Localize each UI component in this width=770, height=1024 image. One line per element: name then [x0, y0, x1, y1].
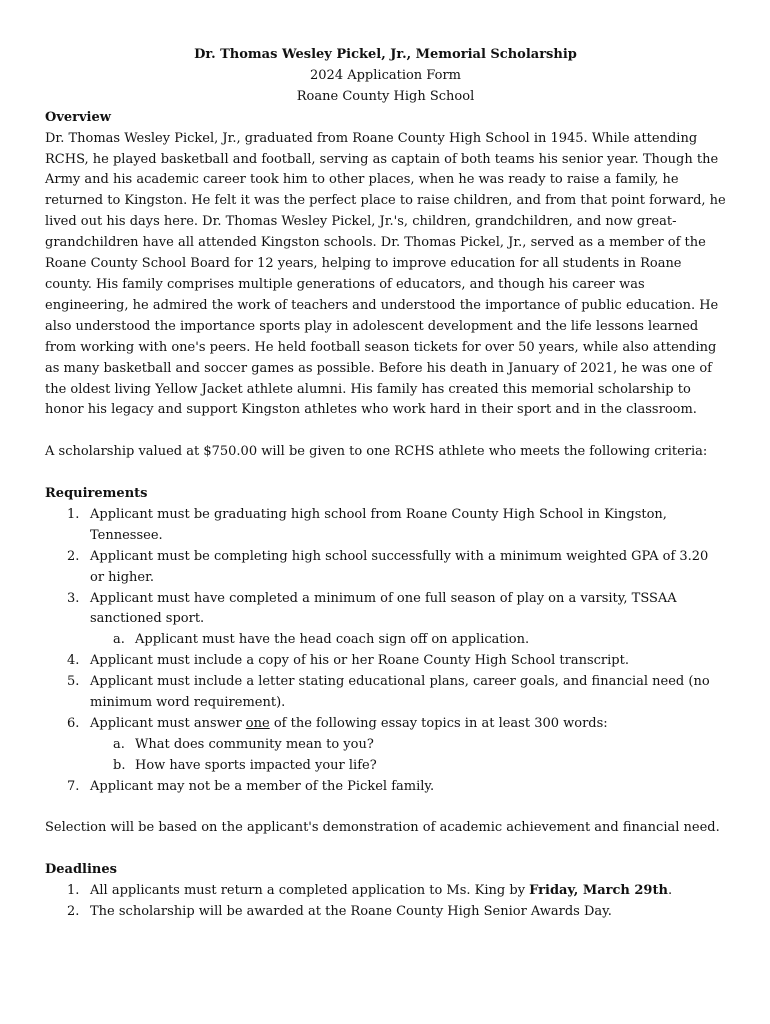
sub-list-item — [90, 756, 726, 777]
list-text-before: Applicant must answer — [90, 715, 246, 731]
deadline-date: Friday, March 29th — [529, 883, 668, 899]
document-subtitle: 2024 Application Form — [310, 67, 461, 83]
list-number: 5. — [67, 674, 80, 690]
list-text: The scholarship will be awarded at the Roane County High Senior Awards Day. — [90, 904, 612, 920]
list-item — [45, 651, 726, 672]
sub-list-item — [90, 630, 726, 651]
list-number: 7. — [67, 778, 80, 794]
list-number: 4. — [67, 653, 80, 669]
list-text: Applicant must be graduating high school from Roane County High School in Kingston, Tennessee. — [90, 506, 667, 543]
list-item — [45, 672, 726, 714]
sub-list-text: What does community mean to you? — [135, 736, 374, 752]
requirements-heading: Requirements — [45, 486, 148, 501]
sub-list-letter: a. — [113, 736, 125, 752]
list-item — [45, 777, 726, 798]
overview-heading: Overview — [45, 109, 111, 125]
list-text: Applicant must include a letter stating educational plans, career goals, and financial need (no minimum word requirement). — [90, 674, 710, 711]
list-item — [45, 902, 726, 923]
sub-list-text: Applicant must have the head coach sign off on application. — [135, 632, 530, 648]
document-title: Dr. Thomas Wesley Pickel, Jr., Memorial Scholarship — [194, 47, 577, 62]
list-text-before: All applicants must return a completed application to Ms. King by — [90, 883, 530, 899]
list-text: Applicant may not be a member of the Pickel family. — [90, 778, 435, 794]
overview-paragraph: Dr. Thomas Wesley Pickel, Jr., graduated from Roane County High School in 1945. While attending RCHS, he played basketball and football, serving as captain of both teams his senior year. Though the Army and his academic career took him to other places, when he was ready to raise a family, he returned to Kingston. He felt it was the perfect place to raise children, and from that point forward, he lived out his days here. Dr. Thomas Wesley Pickel, Jr.'s, children, grandchildren, and now great-grandchildren have all attended Kingston schools. Dr. Thomas Pickel, Jr., served as a member of the Roane County School Board for 12 years, helping to improve education for all students in Roane county. His family comprises multiple generations of educators, and though his career was engineering, he admired the work of teachers and understood the importance of public education. He also understood the importance sports play in adolescent development and the life lessons learned from working with one's peers. He held football season tickets for over 50 years, while also attending as many basketball and soccer games as possible. Before his death in January of 2021, he was one of the oldest living Yellow Jacket athlete alumni. His family has created this memorial scholarship to honor his legacy and support Kingston athletes who work hard in their sport and in the classroom. — [45, 130, 726, 418]
list-text — [90, 716, 608, 731]
list-item — [45, 589, 726, 652]
sub-list-text: How have sports impacted your life? — [135, 757, 377, 773]
list-text-after: . — [667, 883, 673, 899]
list-text: Applicant must be completing high school successfully with a minimum weighted GPA of 3.20 or higher. — [90, 548, 709, 585]
sub-list-letter: b. — [113, 757, 126, 773]
list-item — [45, 714, 726, 777]
sub-list-item — [90, 735, 726, 756]
list-number: 2. — [67, 904, 80, 920]
scholarship-statement: A scholarship valued at $750.00 will be given to one RCHS athlete who meets the following criteria: — [45, 444, 708, 460]
sub-list-letter: a. — [113, 632, 125, 648]
requirements-list — [45, 505, 726, 798]
deadlines-heading: Deadlines — [45, 862, 117, 878]
list-item — [45, 505, 726, 547]
list-text: Applicant must have completed a minimum of one full season of play on a varsity, TSSAA sanctioned sport. — [90, 590, 677, 627]
list-item — [45, 881, 726, 902]
list-item — [45, 547, 726, 589]
list-number: 2. — [67, 548, 80, 564]
list-number: 1. — [67, 506, 80, 522]
sub-list — [90, 735, 726, 777]
list-text-after: of the following essay topics in at least 300 words: — [269, 715, 608, 731]
list-number: 1. — [67, 883, 80, 899]
list-text: Applicant must include a copy of his or her Roane County High School transcript. — [90, 653, 629, 669]
underlined-word: one — [245, 715, 270, 731]
list-number: 6. — [67, 715, 80, 731]
sub-list — [90, 630, 726, 651]
list-text — [90, 883, 672, 898]
school-name: Roane County High School — [296, 88, 475, 104]
list-number: 3. — [67, 590, 80, 606]
selection-statement: Selection will be based on the applicant's demonstration of academic achievement and financial need. — [45, 820, 720, 836]
deadlines-list — [45, 881, 726, 923]
